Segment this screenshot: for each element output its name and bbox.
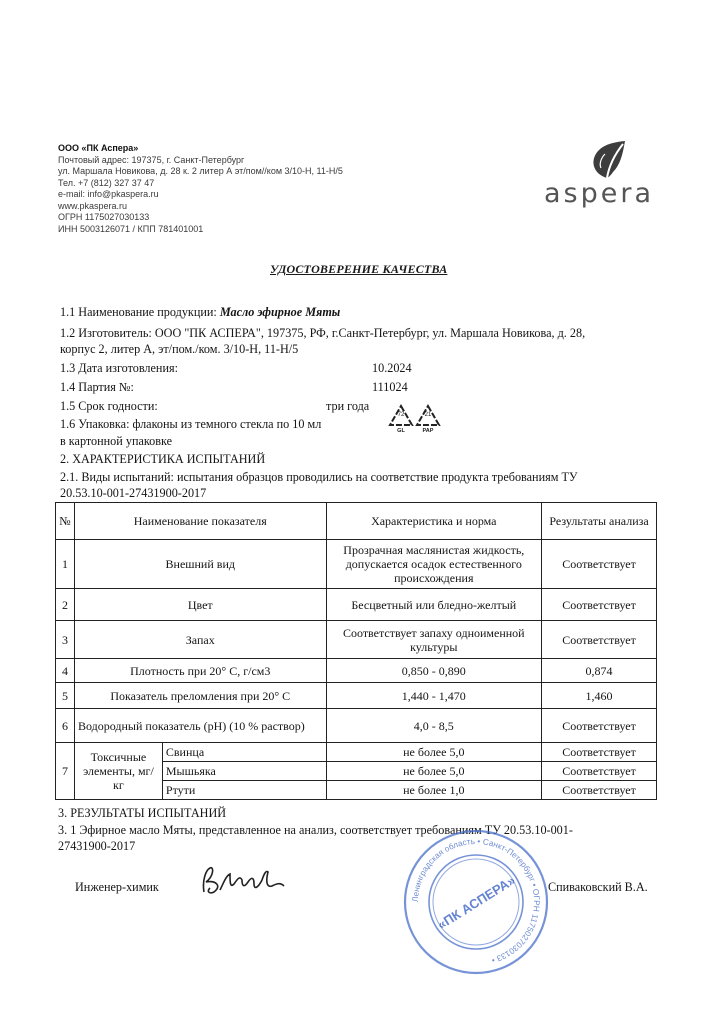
header-norm: Характеристика и норма (326, 503, 542, 540)
section2-line1: 2.1. Виды испытаний: испытания образцов проводились на соответствие продукта требованиям ТУ (60, 470, 578, 484)
company-street: ул. Маршала Новикова, д. 28 к. 2 литер А эт/пом//ком 3/10-Н, 11-Н/5 (58, 166, 343, 176)
company-phone: Тел. +7 (812) 327 37 47 (58, 177, 155, 188)
company-header (58, 143, 343, 235)
row-num: 6 (56, 709, 75, 743)
field-product-value: Масло эфирное Мяты (219, 305, 341, 319)
field-batch-label: 1.4 Партия №: (60, 380, 134, 394)
row-result: Соответствует (542, 621, 657, 659)
row-num: 5 (56, 683, 75, 709)
toxic-item-result: Соответствует (542, 762, 657, 781)
recycle-glass-num: 72 (397, 412, 405, 418)
field-product (60, 305, 340, 320)
company-email: e-mail: info@pkaspera.ru (58, 189, 159, 199)
toxic-item-name: Ртути (162, 781, 326, 800)
signature-name: Спиваковский В.А. (548, 880, 648, 894)
toxic-item-name: Мышьяка (162, 762, 326, 781)
toxic-label: Токсичные элементы, мг/кг (74, 743, 162, 800)
row-norm: Бесцветный или бледно-желтый (326, 589, 542, 621)
logo-text: aspera (544, 178, 655, 209)
header-num: № (56, 503, 75, 540)
toxic-item-result: Соответствует (542, 781, 657, 800)
quality-table (55, 502, 657, 800)
table-header-row (56, 503, 657, 540)
table-row-toxic (56, 743, 657, 762)
header-name: Наименование показателя (74, 503, 326, 540)
row-num: 2 (56, 589, 75, 621)
stamp-ring-text: Ленинградская область • Санкт-Петербург • ОГРН 1175027030133 • (410, 836, 542, 965)
row-name: Показатель преломления при 20° С (74, 683, 326, 709)
leaf-icon (585, 138, 635, 183)
doc-title: УДОСТОВЕРЕНИЕ КАЧЕСТВА (270, 262, 448, 276)
row-name: Внешний вид (74, 540, 326, 589)
signature-role: Инженер-химик (75, 880, 159, 894)
stamp-center-text: «ПК АСПЕРА» (434, 872, 518, 933)
row-norm: 1,440 - 1,470 (326, 683, 542, 709)
company-address: Почтовый адрес: 197375, г. Санкт-Петербург (58, 154, 245, 165)
company-ogrn: ОГРН 1175027030133 (58, 212, 150, 222)
header-result: Результаты анализа (542, 503, 657, 540)
section2-line2: 20.53.10-001-27431900-2017 (60, 486, 207, 500)
field-package-line2: в картонной упаковке (60, 434, 173, 448)
row-norm: 0,850 - 0,890 (326, 659, 542, 683)
field-shelf-value: три года (326, 399, 370, 413)
section3-line2: 27431900-2017 (58, 839, 136, 853)
toxic-item-name: Свинца (162, 743, 326, 762)
field-shelf-label: 1.5 Срок годности: (60, 399, 158, 413)
recycle-paper-num: 21 (424, 412, 432, 418)
row-name: Запах (74, 621, 326, 659)
row-result: Соответствует (542, 709, 657, 743)
table-row (56, 589, 657, 621)
aspera-logo (540, 138, 670, 218)
row-name: Водородный показатель (рН) (10 % раствор) (74, 709, 326, 743)
row-result: Соответствует (542, 589, 657, 621)
toxic-item-norm: не более 1,0 (326, 781, 542, 800)
table-row (56, 621, 657, 659)
section3-title: 3. РЕЗУЛЬТАТЫ ИСПЫТАНИЙ (58, 806, 227, 820)
recycle-paper-code: PAP (422, 428, 434, 434)
toxic-item-norm: не более 5,0 (326, 743, 542, 762)
row-num: 3 (56, 621, 75, 659)
table-row (56, 683, 657, 709)
field-date-label: 1.3 Дата изготовления: (60, 361, 178, 375)
field-package-line1: 1.6 Упаковка: флаконы из темного стекла по 10 мл (60, 417, 322, 431)
field-date-value: 10.2024 (372, 361, 412, 375)
toxic-item-norm: не более 5,0 (326, 762, 542, 781)
row-result: Соответствует (542, 540, 657, 589)
section3-line1: 3. 1 Эфирное масло Мяты, представленное на анализ, соответствует требованиям ТУ 20.53.10-001- (58, 823, 573, 837)
row-result: 0,874 (542, 659, 657, 683)
row-name: Плотность при 20° С, г/см3 (74, 659, 326, 683)
row-num: 1 (56, 540, 75, 589)
section2-title: 2. ХАРАКТЕРИСТИКА ИСПЫТАНИЙ (60, 452, 266, 466)
field-manufacturer-line1: 1.2 Изготовитель: ООО "ПК АСПЕРА", 197375, РФ, г.Санкт-Петербург, ул. Маршала Новикова, д. 28, (60, 326, 586, 340)
row-num: 4 (56, 659, 75, 683)
field-manufacturer-line2: корпус 2, литер А, эт/пом./ком. 3/10-Н, 11-Н/5 (60, 342, 299, 356)
table-row (56, 540, 657, 589)
company-stamp (401, 827, 551, 977)
row-norm: Прозрачная маслянистая жидкость, допускается осадок естественного происхождения (326, 540, 542, 589)
toxic-item-result: Соответствует (542, 743, 657, 762)
company-name: ООО «ПК Аспера» (58, 143, 139, 153)
recycle-glass-code: GL (397, 428, 405, 434)
field-product-label: 1.1 Наименование продукции: (60, 305, 220, 319)
row-result: 1,460 (542, 683, 657, 709)
row-num: 7 (56, 743, 75, 800)
signature-mark (196, 862, 292, 902)
row-norm: 4,0 - 8,5 (326, 709, 542, 743)
field-batch-value: 111024 (372, 380, 408, 394)
row-norm: Соответствует запаху одноименной культуры (326, 621, 542, 659)
recycle-paper-icon (415, 404, 441, 438)
table-row (56, 659, 657, 683)
row-name: Цвет (74, 589, 326, 621)
table-row (56, 709, 657, 743)
recycle-glass-icon (388, 404, 414, 438)
company-inn: ИНН 5003126071 / КПП 781401001 (58, 223, 204, 234)
company-website: www.pkaspera.ru (58, 200, 128, 211)
